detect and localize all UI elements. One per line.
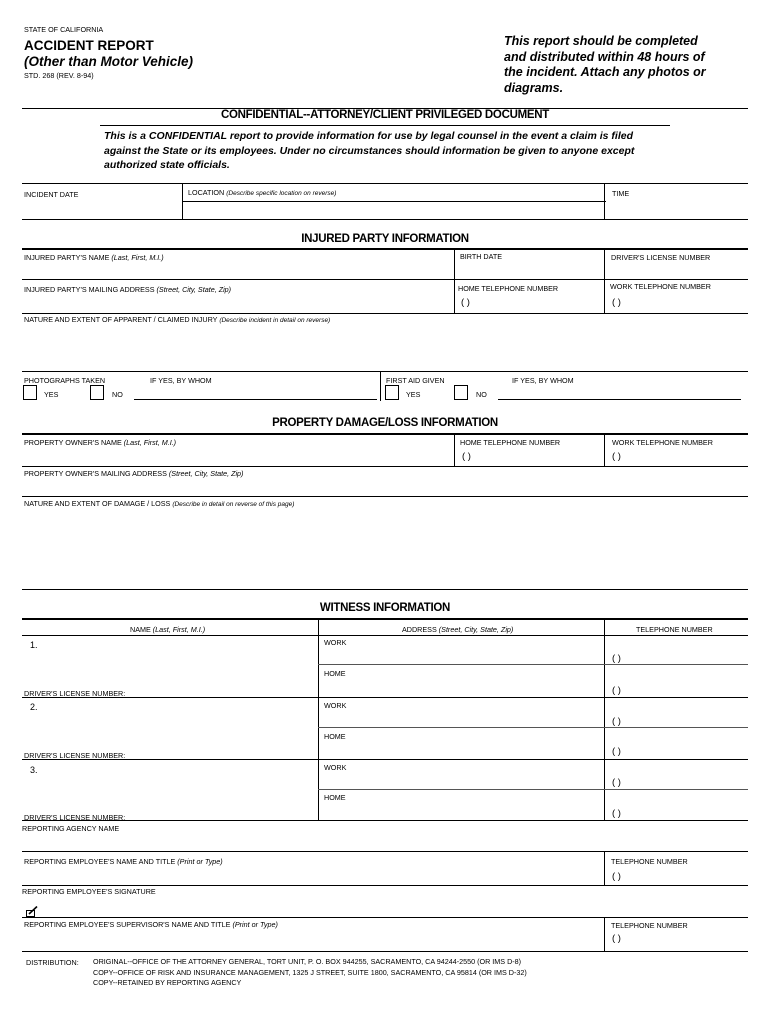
supervisor-telephone-label: TELEPHONE NUMBER (611, 921, 688, 930)
witness-address-col: ADDRESS (Street, City, State, Zip) (402, 625, 514, 634)
phone-parens: ( ) (612, 297, 621, 308)
incident-date-label: INCIDENT DATE (24, 190, 79, 199)
phone-parens: ( ) (612, 451, 621, 462)
phone-parens: ( ) (612, 777, 621, 788)
divider (22, 618, 748, 620)
witness-license-label: DRIVER'S LICENSE NUMBER: (24, 689, 126, 698)
divider (22, 371, 748, 372)
form-number: STD. 268 (REV. 8-94) (24, 71, 94, 80)
state-label: STATE OF CALIFORNIA (24, 25, 104, 34)
divider (22, 697, 748, 698)
witness-home-label: HOME (324, 732, 346, 741)
confidential-notice: This is a CONFIDENTIAL report to provide information for use by legal counsel in the event a claim is filed against the State or its employees. Under no circumstances should information be given to anyone except authorized state officials. (104, 130, 635, 171)
divider (604, 248, 605, 314)
property-work-phone-label: WORK TELEPHONE NUMBER (612, 438, 713, 447)
property-address-label: PROPERTY OWNER'S MAILING ADDRESS (Street, City, State, Zip) (24, 469, 244, 478)
divider (22, 820, 748, 821)
divider (22, 885, 748, 886)
witness-2-number: 2. (30, 702, 38, 712)
birth-date-label: BIRTH DATE (460, 252, 503, 261)
witness-1-number: 1. (30, 640, 38, 650)
confidential-heading: CONFIDENTIAL--ATTORNEY/CLIENT PRIVILEGED DOCUMENT (221, 109, 549, 121)
divider (318, 664, 748, 665)
witness-home-label: HOME (324, 669, 346, 678)
phone-parens: ( ) (612, 871, 621, 882)
license-label: DRIVER'S LICENSE NUMBER (611, 253, 711, 262)
yes-label: YES (44, 390, 59, 399)
divider (454, 433, 455, 466)
phone-parens: ( ) (612, 653, 621, 664)
time-label: TIME (612, 189, 630, 198)
first-aid-by-whom-label: IF YES, BY WHOM (512, 376, 574, 385)
first-aid-yes-checkbox[interactable] (385, 385, 399, 400)
signature-label: REPORTING EMPLOYEE'S SIGNATURE (22, 887, 156, 896)
injured-work-phone-label: WORK TELEPHONE NUMBER (610, 282, 711, 291)
divider (22, 496, 748, 497)
phone-parens: ( ) (612, 716, 621, 727)
witness-work-label: WORK (324, 638, 347, 647)
photos-no-checkbox[interactable] (90, 385, 104, 400)
form-title: ACCIDENT REPORT (24, 38, 154, 53)
first-aid-by-whom-line[interactable] (498, 399, 741, 400)
no-label: NO (112, 390, 123, 399)
form-subtitle: (Other than Motor Vehicle) (24, 54, 194, 69)
divider (604, 851, 605, 885)
divider (22, 219, 748, 220)
phone-parens: ( ) (612, 808, 621, 819)
witness-license-label: DRIVER'S LICENSE NUMBER: (24, 751, 126, 760)
distribution-label: DISTRIBUTION: (26, 958, 79, 967)
reporting-agency-label: REPORTING AGENCY NAME (22, 824, 120, 833)
witness-work-label: WORK (324, 701, 347, 710)
divider (22, 635, 748, 636)
property-owner-label: PROPERTY OWNER'S NAME (Last, First, M.I.) (24, 438, 177, 447)
divider (22, 248, 748, 250)
divider (22, 917, 748, 918)
divider (604, 433, 605, 466)
phone-parens: ( ) (461, 297, 470, 308)
yes-label: YES (406, 390, 421, 399)
phone-parens: ( ) (612, 933, 621, 944)
injury-nature-label: NATURE AND EXTENT OF APPARENT / CLAIMED INJURY (Describe incident in detail on reverse) (24, 315, 331, 324)
pen-icon (26, 906, 38, 917)
divider (318, 727, 748, 728)
divider (22, 466, 748, 467)
reporting-employee-label: REPORTING EMPLOYEE'S NAME AND TITLE (Print or Type) (24, 857, 223, 866)
photos-by-whom-label: IF YES, BY WHOM (150, 376, 212, 385)
divider (454, 248, 455, 314)
witness-home-label: HOME (324, 793, 346, 802)
first-aid-no-checkbox[interactable] (454, 385, 468, 400)
witness-work-label: WORK (324, 763, 347, 772)
phone-parens: ( ) (462, 451, 471, 462)
injured-address-label: INJURED PARTY'S MAILING ADDRESS (Street, City, State, Zip) (24, 285, 232, 294)
completion-notice: This report should be completed and distributed within 48 hours of the incident. Attach any photos or diagrams. (504, 34, 706, 95)
divider (318, 789, 748, 790)
photos-by-whom-line[interactable] (134, 399, 377, 400)
witness-phone-col: TELEPHONE NUMBER (636, 625, 713, 634)
divider (22, 951, 748, 952)
first-aid-label: FIRST AID GIVEN (386, 376, 445, 385)
witness-heading: WITNESS INFORMATION (319, 602, 451, 614)
divider (182, 201, 606, 202)
divider (380, 371, 381, 401)
phone-parens: ( ) (612, 685, 621, 696)
damage-nature-label: NATURE AND EXTENT OF DAMAGE / LOSS (Describe in detail on reverse of this page) (24, 499, 295, 508)
injured-heading: INJURED PARTY INFORMATION (301, 233, 469, 245)
divider (22, 759, 748, 760)
witness-name-col: NAME (Last, First, M.I.) (130, 625, 206, 634)
divider (22, 433, 748, 435)
distribution-list: ORIGINAL--OFFICE OF THE ATTORNEY GENERAL, TORT UNIT, P. O. BOX 944255, SACRAMENTO, CA 94244-2550 (OR IMS D-8) COPY--OFFICE OF RISK AND INSURANCE MANAGEMENT, 1325 J STREET, SUITE 1800, SACRAMENTO, CA 95814 (OR IMS D-32) COPY--RETAINED BY REPORTING AGENCY (93, 957, 527, 987)
no-label: NO (476, 390, 487, 399)
injured-name-label: INJURED PARTY'S NAME (Last, First, M.I.) (24, 253, 164, 262)
divider (604, 917, 605, 951)
phone-parens: ( ) (612, 746, 621, 757)
divider (22, 183, 748, 184)
divider (22, 279, 748, 280)
witness-3-number: 3. (30, 765, 38, 775)
divider (22, 851, 748, 852)
witness-license-label: DRIVER'S LICENSE NUMBER: (24, 813, 126, 822)
photos-yes-checkbox[interactable] (23, 385, 37, 400)
property-home-phone-label: HOME TELEPHONE NUMBER (460, 438, 561, 447)
property-heading: PROPERTY DAMAGE/LOSS INFORMATION (272, 417, 498, 429)
photos-taken-label: PHOTOGRAPHS TAKEN (24, 376, 106, 385)
supervisor-label: REPORTING EMPLOYEE'S SUPERVISOR'S NAME AND TITLE (Print or Type) (24, 920, 278, 929)
divider (22, 313, 748, 314)
location-label: LOCATION (Describe specific location on reverse) (188, 188, 337, 197)
divider (22, 589, 748, 590)
injured-home-phone-label: HOME TELEPHONE NUMBER (458, 284, 559, 293)
reporting-telephone-label: TELEPHONE NUMBER (611, 857, 688, 866)
divider (100, 125, 670, 126)
